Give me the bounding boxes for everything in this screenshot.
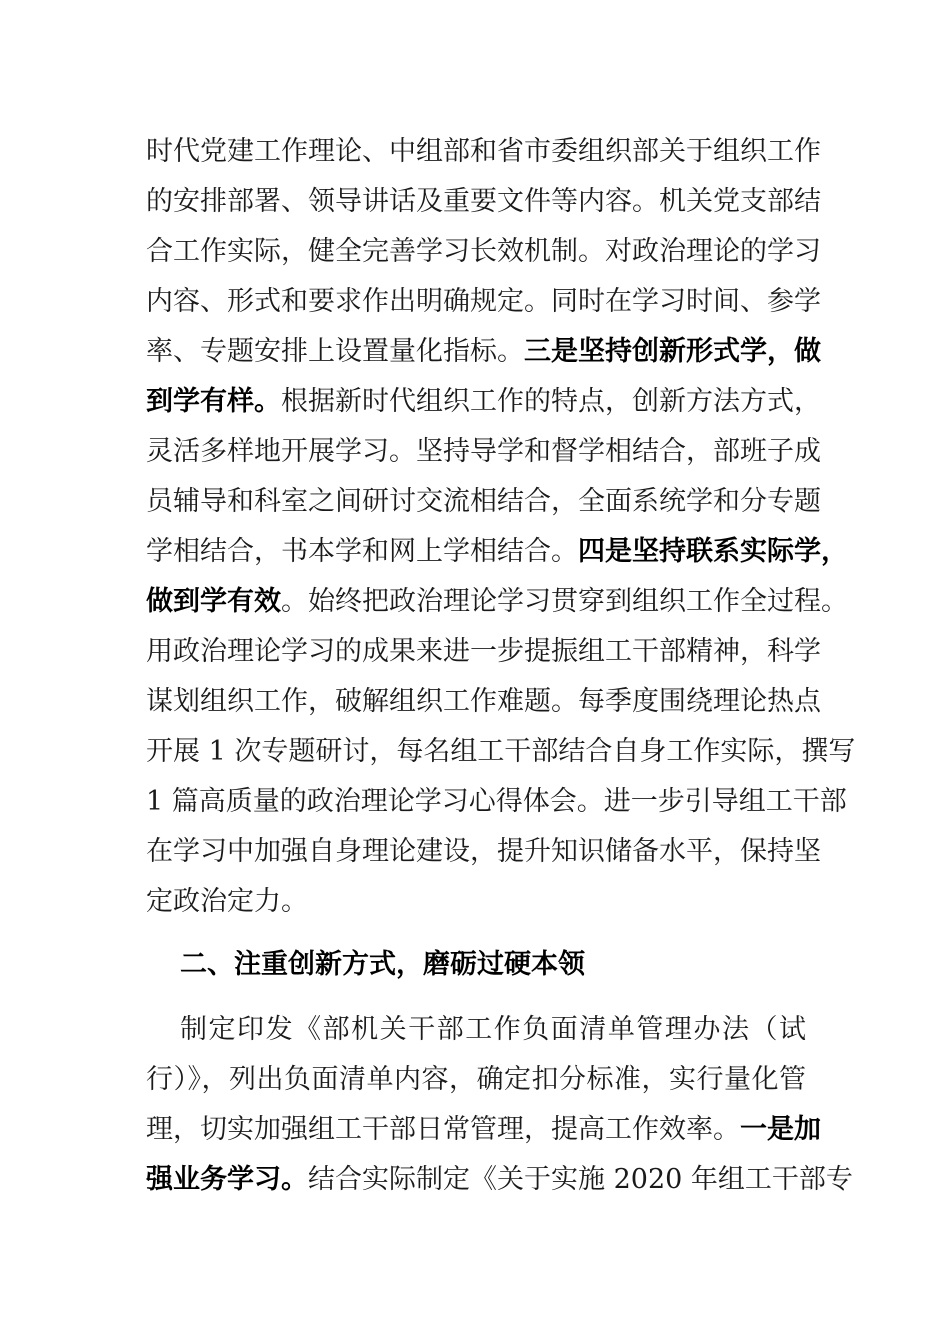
text-run: 合工作实际，健全完善学习长效机制。对政治理论的学习 — [146, 236, 821, 267]
text-run: 1 篇高质量的政治理论学习心得体会。进一步引导组工干部 — [146, 786, 847, 817]
bold-emphasis: 到学有样。 — [146, 386, 281, 417]
paragraph-line — [146, 777, 847, 827]
text-run: 。始终把政治理论学习贯穿到组织工作全过程。 — [281, 586, 848, 617]
text-run: 理，切实加强组工干部日常管理，提高工作效率。 — [146, 1114, 740, 1145]
text-run: 用政治理论学习的成果来进一步提振组工干部精神，科学 — [146, 636, 821, 667]
paragraph-line — [146, 677, 821, 727]
bold-emphasis: 做到学有效 — [146, 586, 281, 617]
text-run: 结合实际制定《关于实施 2020 年组工干部专 — [308, 1164, 853, 1195]
bold-emphasis: 四是坚持联系实际学， — [578, 536, 848, 567]
text-run: 在学习中加强自身理论建设，提升知识储备水平，保持坚 — [146, 836, 821, 867]
paragraph-line — [146, 527, 848, 577]
bold-emphasis: 强业务学习。 — [146, 1164, 308, 1195]
paragraph-line — [146, 877, 806, 927]
text-run: 的安排部署、领导讲话及重要文件等内容。机关党支部结 — [146, 186, 821, 217]
paragraph-line — [146, 427, 821, 477]
text-run: 时代党建工作理论、中组部和省市委组织部关于组织工作 — [146, 136, 821, 167]
text-run: 制定印发《部机关干部工作负面清单管理办法（试 — [180, 1014, 806, 1045]
paragraph-line — [146, 727, 856, 777]
paragraph-line — [146, 1055, 806, 1105]
text-run: 行）》，列出负面清单内容，确定扣分标准，实行量化管 — [146, 1064, 806, 1095]
paragraph-line — [146, 377, 821, 427]
paragraph-line — [146, 227, 821, 277]
bold-emphasis: 一是加 — [740, 1114, 821, 1145]
paragraph-line — [180, 1005, 806, 1055]
paragraph-line — [146, 1155, 853, 1205]
paragraph-line — [146, 477, 821, 527]
text-run: 定政治定力。 — [146, 886, 308, 917]
text-run: 内容、形式和要求作出明确规定。同时在学习时间、参学 — [146, 286, 821, 317]
paragraph-line — [146, 827, 821, 877]
paragraph-line — [146, 327, 821, 377]
text-run: 开展 1 次专题研讨，每名组工干部结合自身工作实际，撰写 — [146, 736, 856, 767]
paragraph-line — [146, 277, 821, 327]
bold-emphasis: 三是坚持创新形式学，做 — [524, 336, 821, 367]
text-run: 学相结合，书本学和网上学相结合。 — [146, 536, 578, 567]
text-run: 率、专题安排上设置量化指标。 — [146, 336, 524, 367]
section-heading: 二、注重创新方式，磨砺过硬本领 — [180, 949, 585, 980]
paragraph-line — [146, 577, 848, 627]
text-run: 灵活多样地开展学习。坚持导学和督学相结合，部班子成 — [146, 436, 821, 467]
text-run: 谋划组织工作，破解组织工作难题。每季度围绕理论热点 — [146, 686, 821, 717]
paragraph-line — [146, 177, 821, 227]
paragraph-line — [146, 627, 821, 677]
text-run: 员辅导和科室之间研讨交流相结合，全面系统学和分专题 — [146, 486, 821, 517]
paragraph-line — [146, 127, 821, 177]
text-run: 根据新时代组织工作的特点，创新方法方式， — [281, 386, 821, 417]
paragraph-line — [146, 1105, 821, 1155]
